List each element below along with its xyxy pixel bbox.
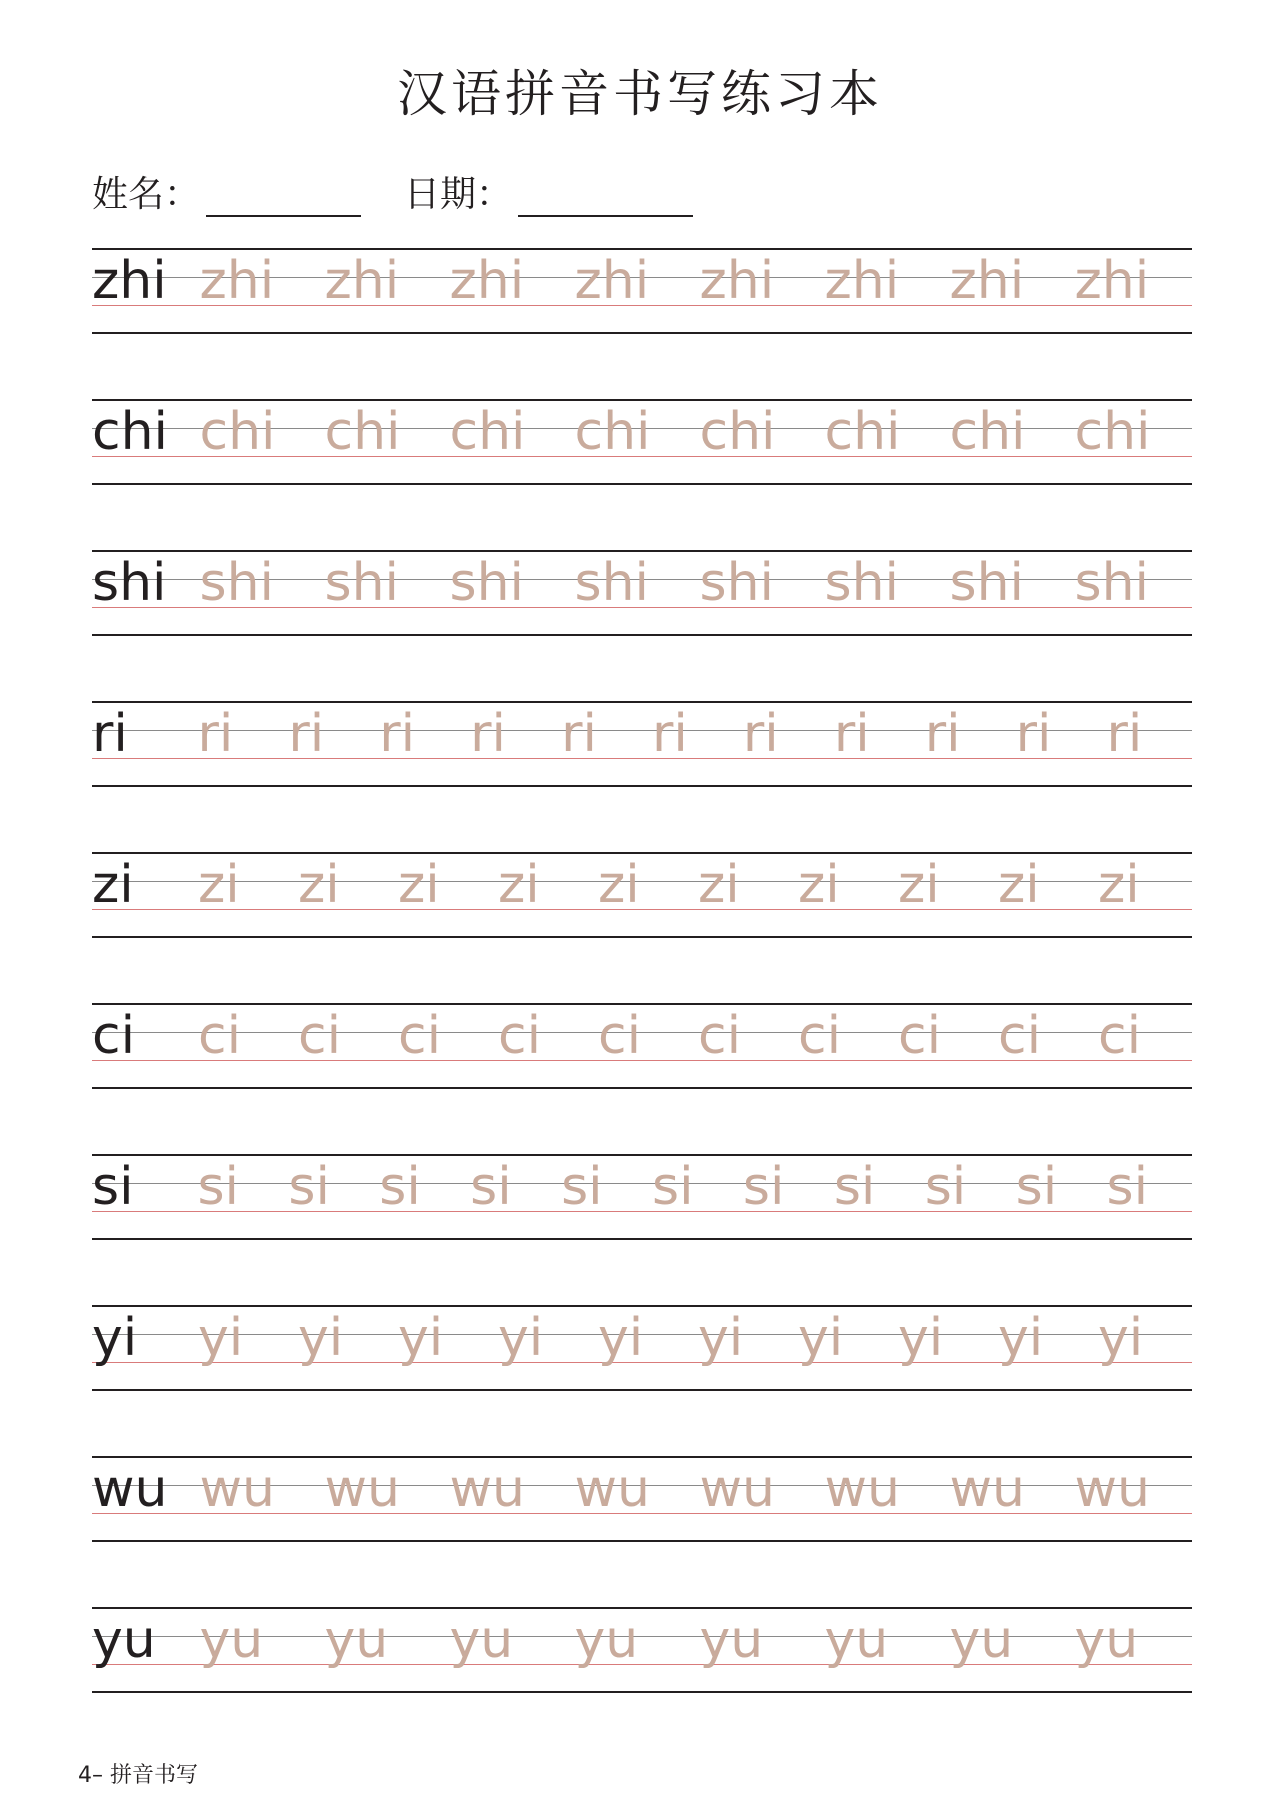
trace-syllable: ri [1106,704,1143,764]
trace-syllable: ri [742,704,779,764]
trace-syllable: yi [398,1308,444,1368]
model-syllable: ri [92,704,128,764]
model-syllable: si [92,1157,134,1217]
trace-syllable: chi [1074,402,1151,462]
trace-syllable: ri [470,704,506,764]
practice-row [92,1305,1192,1391]
guide-line-bot [92,1087,1192,1089]
trace-syllable: ci [798,1006,842,1066]
trace-syllable: zhi [824,251,900,311]
trace-syllable: zi [198,855,240,915]
practice-row [92,852,1192,938]
trace-syllable: yi [598,1308,644,1368]
guide-line-bot [92,483,1192,485]
model-syllable: zi [92,855,134,915]
date-label: 日期： [404,174,513,215]
trace-syllable: si [1106,1157,1149,1217]
trace-syllable: zhi [574,251,650,311]
trace-syllable: zi [698,855,740,915]
trace-syllable: shi [449,553,524,613]
name-label: 姓名： [92,174,201,215]
trace-syllable: zi [1098,855,1140,915]
trace-syllable: ci [298,1006,342,1066]
trace-syllable: yu [699,1610,764,1670]
trace-syllable: ci [598,1006,642,1066]
guide-line-bot [92,1389,1192,1391]
trace-syllable: zi [498,855,540,915]
trace-syllable: si [561,1157,603,1217]
trace-syllable: ci [1098,1006,1142,1066]
trace-syllable: ri [833,704,870,764]
guide-line-top [92,1305,1192,1307]
trace-syllable: wu [949,1459,1025,1519]
trace-syllable: zi [998,855,1040,915]
trace-syllable: yi [998,1308,1044,1368]
trace-syllable: yi [898,1308,944,1368]
trace-syllable: chi [949,402,1026,462]
trace-syllable: wu [449,1459,525,1519]
trace-syllable: yu [449,1610,514,1670]
trace-syllable: ri [924,704,961,764]
guide-line-bot [92,332,1192,334]
trace-syllable: chi [699,402,776,462]
name-blank-line[interactable] [206,179,361,217]
trace-syllable: zi [898,855,940,915]
trace-syllable: ci [998,1006,1042,1066]
trace-syllable: chi [324,402,401,462]
page-title: 汉语拼音书写练习本 [397,65,883,123]
trace-syllable: yu [824,1610,889,1670]
trace-syllable: wu [324,1459,400,1519]
model-syllable: shi [92,553,167,613]
model-syllable: ci [92,1006,136,1066]
trace-syllable: yu [324,1610,389,1670]
model-syllable: yi [92,1308,138,1368]
guide-line-bot [92,785,1192,787]
guide-line-top [92,852,1192,854]
guide-line-bot [92,936,1192,938]
trace-syllable: ri [561,704,597,764]
trace-syllable: shi [324,553,399,613]
trace-syllable: zi [398,855,440,915]
trace-syllable: ci [198,1006,242,1066]
trace-syllable: yu [949,1610,1014,1670]
model-syllable: zhi [92,251,167,311]
practice-row [92,701,1192,787]
trace-syllable: ri [288,704,325,764]
trace-syllable: zi [298,855,340,915]
trace-syllable: wu [1074,1459,1150,1519]
trace-syllable: zi [598,855,640,915]
trace-syllable: shi [949,553,1024,613]
trace-syllable: ri [197,704,234,764]
model-syllable: chi [92,402,168,462]
trace-syllable: si [470,1157,512,1217]
trace-syllable: yu [1074,1610,1139,1670]
page-footer: 4– 拼音书写 [78,1763,198,1788]
trace-syllable: chi [574,402,651,462]
practice-row [92,399,1192,485]
practice-row [92,1456,1192,1542]
date-blank-line[interactable] [518,179,693,217]
trace-syllable: zhi [449,251,525,311]
trace-syllable: zhi [199,251,275,311]
trace-syllable: chi [449,402,526,462]
trace-syllable: ci [898,1006,942,1066]
trace-syllable: zhi [949,251,1025,311]
trace-syllable: shi [574,553,649,613]
trace-syllable: shi [824,553,899,613]
guide-line-top [92,1456,1192,1458]
guide-line-top [92,1154,1192,1156]
practice-row [92,1607,1192,1693]
trace-syllable: yi [498,1308,544,1368]
trace-syllable: chi [199,402,276,462]
practice-row [92,248,1192,334]
trace-syllable: yi [698,1308,744,1368]
guide-line-bot [92,1691,1192,1693]
trace-syllable: si [924,1157,967,1217]
trace-syllable: si [652,1157,694,1217]
guide-line-top [92,248,1192,250]
practice-row [92,1003,1192,1089]
model-syllable: yu [92,1610,156,1670]
trace-syllable: yi [1098,1308,1144,1368]
trace-syllable: wu [824,1459,900,1519]
trace-syllable: ci [498,1006,542,1066]
trace-syllable: shi [199,553,274,613]
trace-syllable: zhi [699,251,775,311]
trace-syllable: si [288,1157,330,1217]
trace-syllable: si [833,1157,876,1217]
trace-syllable: zhi [1074,251,1150,311]
trace-syllable: yu [574,1610,639,1670]
guide-line-bot [92,1238,1192,1240]
trace-syllable: wu [199,1459,275,1519]
trace-syllable: yu [199,1610,264,1670]
trace-syllable: ri [652,704,688,764]
trace-syllable: wu [699,1459,775,1519]
trace-syllable: chi [824,402,901,462]
trace-syllable: si [742,1157,785,1217]
guide-line-bot [92,634,1192,636]
trace-syllable: ri [379,704,416,764]
date-field[interactable] [404,166,693,217]
guide-line-top [92,1003,1192,1005]
trace-syllable: yi [198,1308,244,1368]
guide-line-top [92,1607,1192,1609]
trace-syllable: ri [1015,704,1052,764]
practice-row [92,1154,1192,1240]
trace-syllable: yi [298,1308,344,1368]
model-syllable: wu [92,1459,168,1519]
trace-syllable: ci [398,1006,442,1066]
guide-line-bot [92,1540,1192,1542]
guide-line-top [92,399,1192,401]
trace-syllable: si [197,1157,239,1217]
trace-syllable: si [1015,1157,1058,1217]
guide-line-top [92,701,1192,703]
guide-line-top [92,550,1192,552]
trace-syllable: shi [699,553,774,613]
trace-syllable: zhi [324,251,400,311]
trace-syllable: shi [1074,553,1149,613]
practice-row [92,550,1192,636]
trace-syllable: zi [798,855,840,915]
name-field[interactable] [92,166,361,217]
trace-syllable: yi [798,1308,844,1368]
trace-syllable: wu [574,1459,650,1519]
trace-syllable: ci [698,1006,742,1066]
trace-syllable: si [379,1157,421,1217]
